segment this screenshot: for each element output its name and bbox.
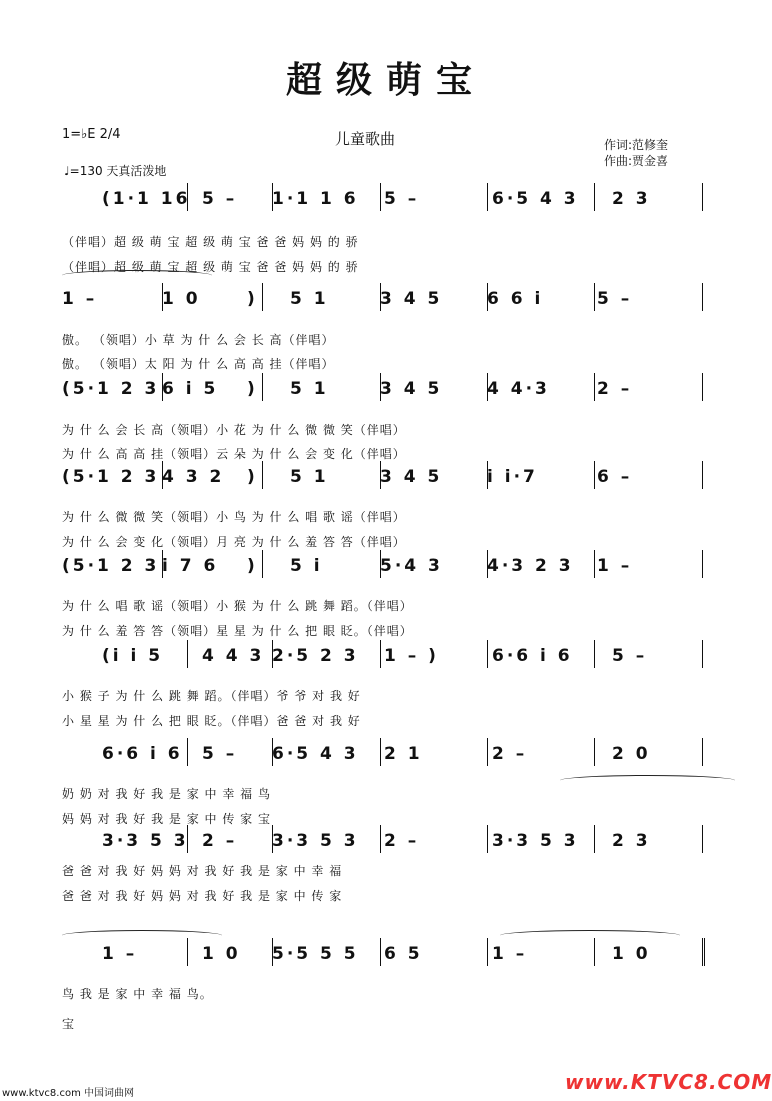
lyric-line: 小 猴 子 为 什 么 跳 舞 蹈。（伴唱）爷 爷 对 我 好 <box>62 689 361 703</box>
lyric-line: 爸 爸 对 我 好 妈 妈 对 我 好 我 是 家 中 传 家 <box>62 889 343 903</box>
measure-notes: 5 – <box>612 646 648 666</box>
measure-notes: 5 1 <box>290 289 329 309</box>
measure-notes: 1·1 1 6 <box>272 189 359 209</box>
lyric-line: 鸟 我 是 家 中 幸 福 鸟。 <box>62 987 213 1001</box>
measure-notes: 5 – <box>597 289 633 309</box>
barline <box>702 825 703 853</box>
barline <box>487 461 488 489</box>
measure-notes: 6·5 4 3 <box>492 189 579 209</box>
lyric-line: 为 什 么 高 高 挂（领唱）云 朵 为 什 么 会 变 化（伴唱） <box>62 447 406 461</box>
barline <box>487 738 488 766</box>
song-genre: 儿童歌曲 <box>335 130 396 148</box>
measure-notes: i i·7 <box>487 467 538 487</box>
measure-notes: 2 3 <box>612 189 651 209</box>
score-line-1 <box>62 185 712 215</box>
barline <box>594 738 595 766</box>
barline <box>594 461 595 489</box>
lyric-line: 妈 妈 对 我 好 我 是 家 中 传 家 宝 <box>62 812 271 826</box>
barline <box>187 825 188 853</box>
barline <box>487 183 488 211</box>
score-line-3 <box>62 375 712 405</box>
lyric-line: 奶 奶 对 我 好 我 是 家 中 幸 福 鸟 <box>62 787 271 801</box>
barline <box>187 640 188 668</box>
measure-notes: 3 4 5 <box>380 379 443 399</box>
measure-notes: 3·3 5 3 <box>102 831 189 851</box>
barline <box>487 938 488 966</box>
barline <box>272 738 273 766</box>
barline <box>380 183 381 211</box>
lyric-line: 为 什 么 唱 歌 谣（领唱）小 猴 为 什 么 跳 舞 蹈。（伴唱） <box>62 599 413 613</box>
measure-notes: 2·5 2 3 <box>272 646 359 666</box>
measure-notes: 5 1 <box>290 379 329 399</box>
barline <box>262 283 263 311</box>
measure-notes: i 7 6 <box>162 556 219 576</box>
measure-notes: 3·3 5 3 <box>272 831 359 851</box>
barline <box>162 461 163 489</box>
tie-slur <box>62 270 212 281</box>
barline <box>162 283 163 311</box>
barline <box>380 373 381 401</box>
barline <box>487 550 488 578</box>
barline <box>162 550 163 578</box>
barline <box>487 373 488 401</box>
barline <box>487 283 488 311</box>
measure-notes: 2 0 <box>612 744 651 764</box>
score-line-7 <box>62 740 712 770</box>
measure-notes: ) <box>247 556 258 576</box>
barline <box>702 283 703 311</box>
lyric-line: 小 星 星 为 什 么 把 眼 眨。（伴唱）爸 爸 对 我 好 <box>62 714 361 728</box>
measure-notes: (5·1 2 3 <box>62 556 160 576</box>
barline <box>594 283 595 311</box>
barline <box>487 640 488 668</box>
measure-notes: 6 5 <box>384 944 423 964</box>
measure-notes: 2 – <box>597 379 633 399</box>
lyric-line: （伴唱）超 级 萌 宝 超 级 萌 宝 爸 爸 妈 妈 的 骄 <box>62 260 359 274</box>
lyricist: 作词:范修奎 <box>604 138 669 152</box>
barline <box>702 640 703 668</box>
composer: 作曲:贾金喜 <box>604 154 669 168</box>
lyric-line: 为 什 么 微 微 笑（领唱）小 鸟 为 什 么 唱 歌 谣（伴唱） <box>62 510 406 524</box>
measure-notes: 5 1 <box>290 467 329 487</box>
measure-notes: ) <box>247 379 258 399</box>
measure-notes: (i i 5 <box>102 646 164 666</box>
barline <box>487 825 488 853</box>
measure-notes: 3 4 5 <box>380 467 443 487</box>
measure-notes: 3 4 5 <box>380 289 443 309</box>
barline <box>594 373 595 401</box>
measure-notes: 1 0 <box>202 944 241 964</box>
measure-notes: 1 – <box>62 289 98 309</box>
measure-notes: 6·6 i 6 <box>102 744 183 764</box>
barline <box>380 640 381 668</box>
barline <box>162 373 163 401</box>
score-line-9 <box>62 940 712 970</box>
barline <box>380 825 381 853</box>
barline <box>702 373 703 401</box>
score-line-5 <box>62 552 712 582</box>
lyric-line: 宝 <box>62 1017 76 1031</box>
barline <box>380 938 381 966</box>
barline <box>702 938 709 966</box>
lyric-line: 傲。 （领唱）太 阳 为 什 么 高 高 挂（伴唱） <box>62 357 335 371</box>
measure-notes: 2 – <box>202 831 238 851</box>
measure-notes: 5 – <box>202 189 238 209</box>
song-title: 超级萌宝 <box>285 60 486 101</box>
footer-logo: www.KTVC8.COM <box>565 1070 772 1094</box>
barline <box>262 461 263 489</box>
barline <box>380 283 381 311</box>
measure-notes: 1 – ) <box>384 646 439 666</box>
measure-notes: 4 4·3 <box>487 379 550 399</box>
measure-notes: 6·5 4 3 <box>272 744 359 764</box>
measure-notes: 3·3 5 3 <box>492 831 579 851</box>
score-line-2 <box>62 285 712 315</box>
measure-notes: ) <box>247 289 258 309</box>
measure-notes: 1 – <box>597 556 633 576</box>
barline <box>272 938 273 966</box>
measure-notes: (5·1 2 3 <box>62 379 160 399</box>
measure-notes: 6·6 i 6 <box>492 646 573 666</box>
barline <box>187 938 188 966</box>
barline <box>594 938 595 966</box>
measure-notes: 2 1 <box>384 744 423 764</box>
barline <box>380 461 381 489</box>
measure-notes: 5·4 3 <box>380 556 443 576</box>
score-line-8 <box>62 827 712 857</box>
measure-notes: 2 3 <box>612 831 651 851</box>
measure-notes: (1·1 16 <box>102 189 191 209</box>
measure-notes: 2 – <box>384 831 420 851</box>
measure-notes: ) <box>247 467 258 487</box>
barline <box>702 461 703 489</box>
tie-slur <box>560 775 735 786</box>
score-line-6 <box>62 642 712 672</box>
barline <box>702 738 703 766</box>
score-line-4 <box>62 463 712 493</box>
measure-notes: 4·3 2 3 <box>487 556 574 576</box>
measure-notes: 5 i <box>290 556 323 576</box>
measure-notes: 1 – <box>492 944 528 964</box>
barline <box>380 738 381 766</box>
measure-notes: 5 – <box>202 744 238 764</box>
barline <box>594 640 595 668</box>
barline <box>272 183 273 211</box>
barline <box>594 825 595 853</box>
barline <box>380 550 381 578</box>
key-signature: 1=♭E 2/4 <box>62 127 121 142</box>
lyric-line: 爸 爸 对 我 好 妈 妈 对 我 好 我 是 家 中 幸 福 <box>62 864 343 878</box>
lyric-line: 傲。 （领唱）小 草 为 什 么 会 长 高（伴唱） <box>62 333 335 347</box>
tie-slur <box>500 930 680 941</box>
measure-notes: 1 – <box>102 944 138 964</box>
tie-slur <box>62 930 222 941</box>
barline <box>594 183 595 211</box>
barline <box>594 550 595 578</box>
footer-site-text: www.ktvc8.com 中国词曲网 <box>2 1088 135 1099</box>
tempo-marking: ♩=130 天真活泼地 <box>64 164 167 178</box>
barline <box>272 825 273 853</box>
barline <box>262 373 263 401</box>
measure-notes: 6 6 i <box>487 289 544 309</box>
measure-notes: (5·1 2 3 <box>62 467 160 487</box>
measure-notes: 1 0 <box>162 289 201 309</box>
lyric-line: 为 什 么 会 变 化（领唱）月 亮 为 什 么 羞 答 答（伴唱） <box>62 535 406 549</box>
lyric-line: 为 什 么 羞 答 答（领唱）星 星 为 什 么 把 眼 眨。（伴唱） <box>62 624 413 638</box>
measure-notes: 4 3 2 <box>162 467 225 487</box>
barline <box>187 738 188 766</box>
barline <box>272 640 273 668</box>
measure-notes: 2 – <box>492 744 528 764</box>
barline <box>702 550 703 578</box>
measure-notes: 1 0 <box>612 944 651 964</box>
measure-notes: 4 4 3 <box>202 646 265 666</box>
barline <box>262 550 263 578</box>
measure-notes: 5·5 5 5 <box>272 944 359 964</box>
measure-notes: 6 – <box>597 467 633 487</box>
measure-notes: 6 i 5 <box>162 379 219 399</box>
barline <box>702 183 703 211</box>
barline <box>187 183 188 211</box>
lyric-line: 为 什 么 会 长 高（领唱）小 花 为 什 么 微 微 笑（伴唱） <box>62 423 406 437</box>
lyric-line: （伴唱）超 级 萌 宝 超 级 萌 宝 爸 爸 妈 妈 的 骄 <box>62 235 359 249</box>
measure-notes: 5 – <box>384 189 420 209</box>
